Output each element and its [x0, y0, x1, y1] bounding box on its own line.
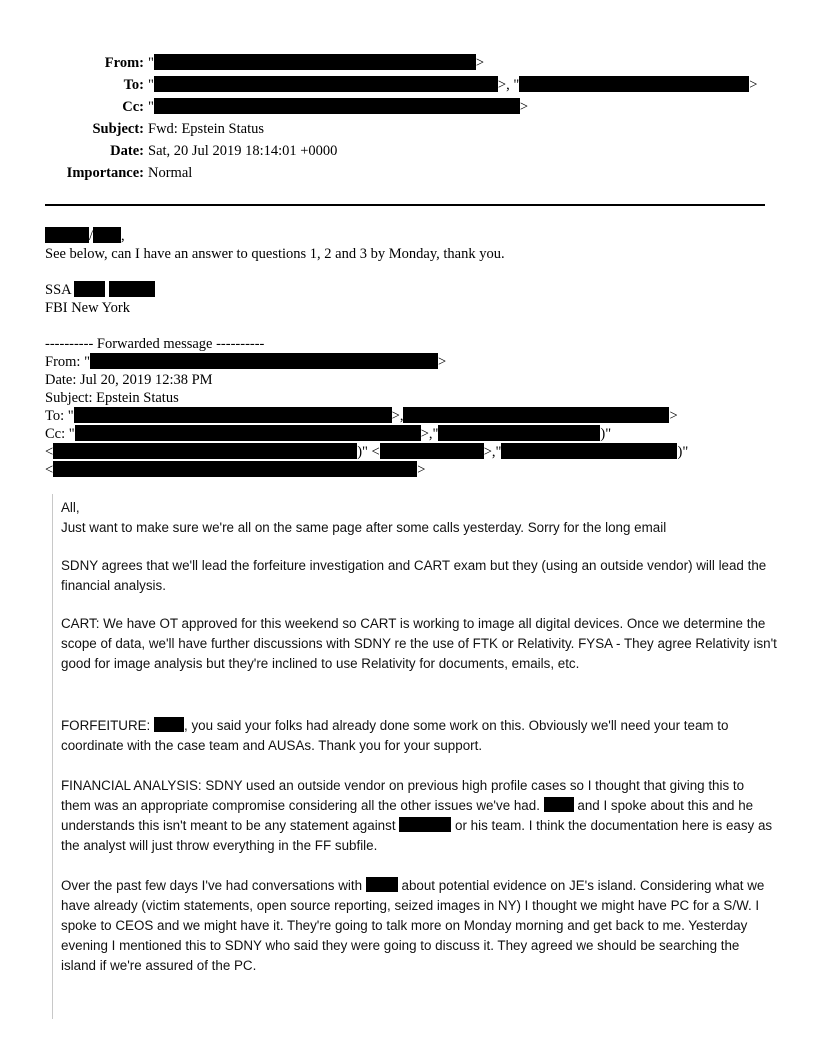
gt-mark: > [519, 99, 529, 115]
forwarded-to-line [45, 407, 678, 425]
redaction-bar [53, 443, 357, 459]
forwarded-separator: ---------- Forwarded message ---------- [45, 336, 265, 352]
redaction-bar [380, 443, 484, 459]
redaction-bar [53, 461, 417, 477]
quote-mark: " [148, 55, 154, 71]
forwarded-cc-line-3 [45, 461, 425, 479]
redaction-bar [403, 407, 669, 423]
forfeiture-text: , you said your folks had already done some work on this. Obviously we'll need your team to coordinate with the case team and AUSAs. Thank you for your support. [61, 718, 729, 753]
redaction-bar [501, 443, 677, 459]
separator-mark: )" [677, 444, 689, 460]
forwarded-cc-line [45, 425, 611, 443]
header-subject-row [0, 119, 264, 139]
importance-value: Normal [148, 165, 193, 181]
redaction-bar [519, 76, 749, 92]
signature-title: SSA [45, 282, 71, 298]
redaction-bar [154, 54, 476, 70]
quoted-paragraph-forfeiture [61, 716, 777, 756]
gt-mark: > [749, 77, 758, 93]
financial-text-c: or his team. I think the documentation here is easy as the analyst will just throw everything in the FF subfile. [61, 818, 773, 853]
quote-mark: " [148, 99, 154, 115]
financial-text-b: and I spoke about this and he understands this isn't meant to be any statement against [61, 798, 754, 833]
gt-mark: > [475, 55, 485, 71]
redaction-bar [75, 425, 421, 441]
quoted-intro-line: Just want to make sure we're all on the same page after some calls yesterday. Sorry for the long email [61, 520, 667, 535]
forwarded-cc-label: Cc: " [45, 426, 75, 442]
gt-mark: > [417, 462, 426, 478]
quoted-message [52, 494, 783, 1019]
quoted-paragraph-island [61, 876, 777, 976]
quote-mark: " [148, 77, 154, 93]
forwarded-to-label: To: " [45, 408, 74, 424]
greeting-line [45, 227, 125, 245]
island-text-b: about potential evidence on JE's island. Considering what we have already (victim statements, open source reporting, seized images in NY) I thought we might have PC for a S/W. I spoke to CEOS and we might have it. They're going to talk more on Monday morning and get back to me. Yesterday evening I mentioned this to SDNY who said they were going to discuss it. They agreed we should be searching the island if we're assured of the PC. [61, 878, 765, 973]
subject-value: Fwd: Epstein Status [148, 121, 265, 137]
quoted-paragraph-sdny: SDNY agrees that we'll lead the forfeiture investigation and CART exam but they (using an outside vendor) will lead the financial analysis. [61, 558, 767, 593]
signature-title-line [45, 281, 155, 299]
redaction-bar [93, 227, 121, 243]
financial-text-a: FINANCIAL ANALYSIS: SDNY used an outside vendor on previous high profile cases so I thought that giving this to them was an appropriate compromise considering all the other issues we've had. [61, 778, 745, 813]
redaction-bar [90, 353, 438, 369]
forfeiture-label: FORFEITURE: [61, 718, 151, 733]
redaction-bar [544, 797, 574, 812]
redaction-bar [399, 817, 451, 832]
header-cc-row [0, 97, 528, 117]
quoted-greeting [61, 498, 777, 538]
redaction-bar [109, 281, 155, 297]
lt-mark: < [45, 444, 54, 460]
quoted-greeting-line: All, [61, 500, 80, 515]
separator-mark: >," [420, 426, 439, 442]
header-to-row [0, 75, 757, 95]
gt-mark: > [438, 354, 447, 370]
forwarded-date-line: Date: Jul 20, 2019 12:38 PM [45, 372, 213, 388]
date-value: Sat, 20 Jul 2019 18:14:01 +0000 [148, 143, 338, 159]
forwarded-subject-line: Subject: Epstein Status [45, 390, 179, 406]
redaction-bar [438, 425, 600, 441]
header-from-row [0, 53, 484, 73]
redaction-bar [366, 877, 398, 892]
separator-mark: >, " [497, 77, 520, 93]
lt-mark: < [45, 462, 54, 478]
signature-org: FBI New York [45, 300, 131, 316]
request-line: See below, can I have an answer to questions 1, 2 and 3 by Monday, thank you. [45, 246, 505, 262]
forwarded-from-label: From: " [45, 354, 90, 370]
redaction-bar [154, 717, 184, 732]
greeting-comma: , [121, 228, 125, 244]
separator-mark: )" < [357, 444, 380, 460]
cc-label: Cc: [122, 99, 144, 115]
quoted-paragraph-financial [61, 776, 777, 856]
gt-mark: > [669, 408, 678, 424]
from-label: From: [104, 55, 144, 71]
redaction-bar [74, 281, 105, 297]
quoted-paragraph-cart: CART: We have OT approved for this weekend so CART is working to image all digital devices. Once we determine the scope of data, we'll have further discussions with SDNY re the use of FTK or Relativity. FYSA - They agree Relativity isn't good for image analysis but they're inclined to use Relativity for documents, emails, etc. [61, 616, 777, 671]
redaction-bar [154, 98, 520, 114]
forwarded-cc-line-2 [45, 443, 688, 461]
separator-mark: >," [483, 444, 502, 460]
to-label: To: [123, 77, 144, 93]
importance-label: Importance: [66, 165, 144, 181]
header-date-row [0, 141, 337, 161]
forwarded-from-line [45, 353, 446, 371]
separator-mark: >, [391, 408, 404, 424]
redaction-bar [154, 76, 498, 92]
island-text-a: Over the past few days I've had conversations with [61, 878, 363, 893]
header-importance-row [0, 163, 192, 183]
separator-mark: )" [600, 426, 612, 442]
date-label: Date: [110, 143, 144, 159]
header-divider [45, 204, 765, 206]
redaction-bar [74, 407, 392, 423]
subject-label: Subject: [92, 121, 144, 137]
redaction-bar [45, 227, 89, 243]
slash-mark: / [89, 228, 94, 244]
